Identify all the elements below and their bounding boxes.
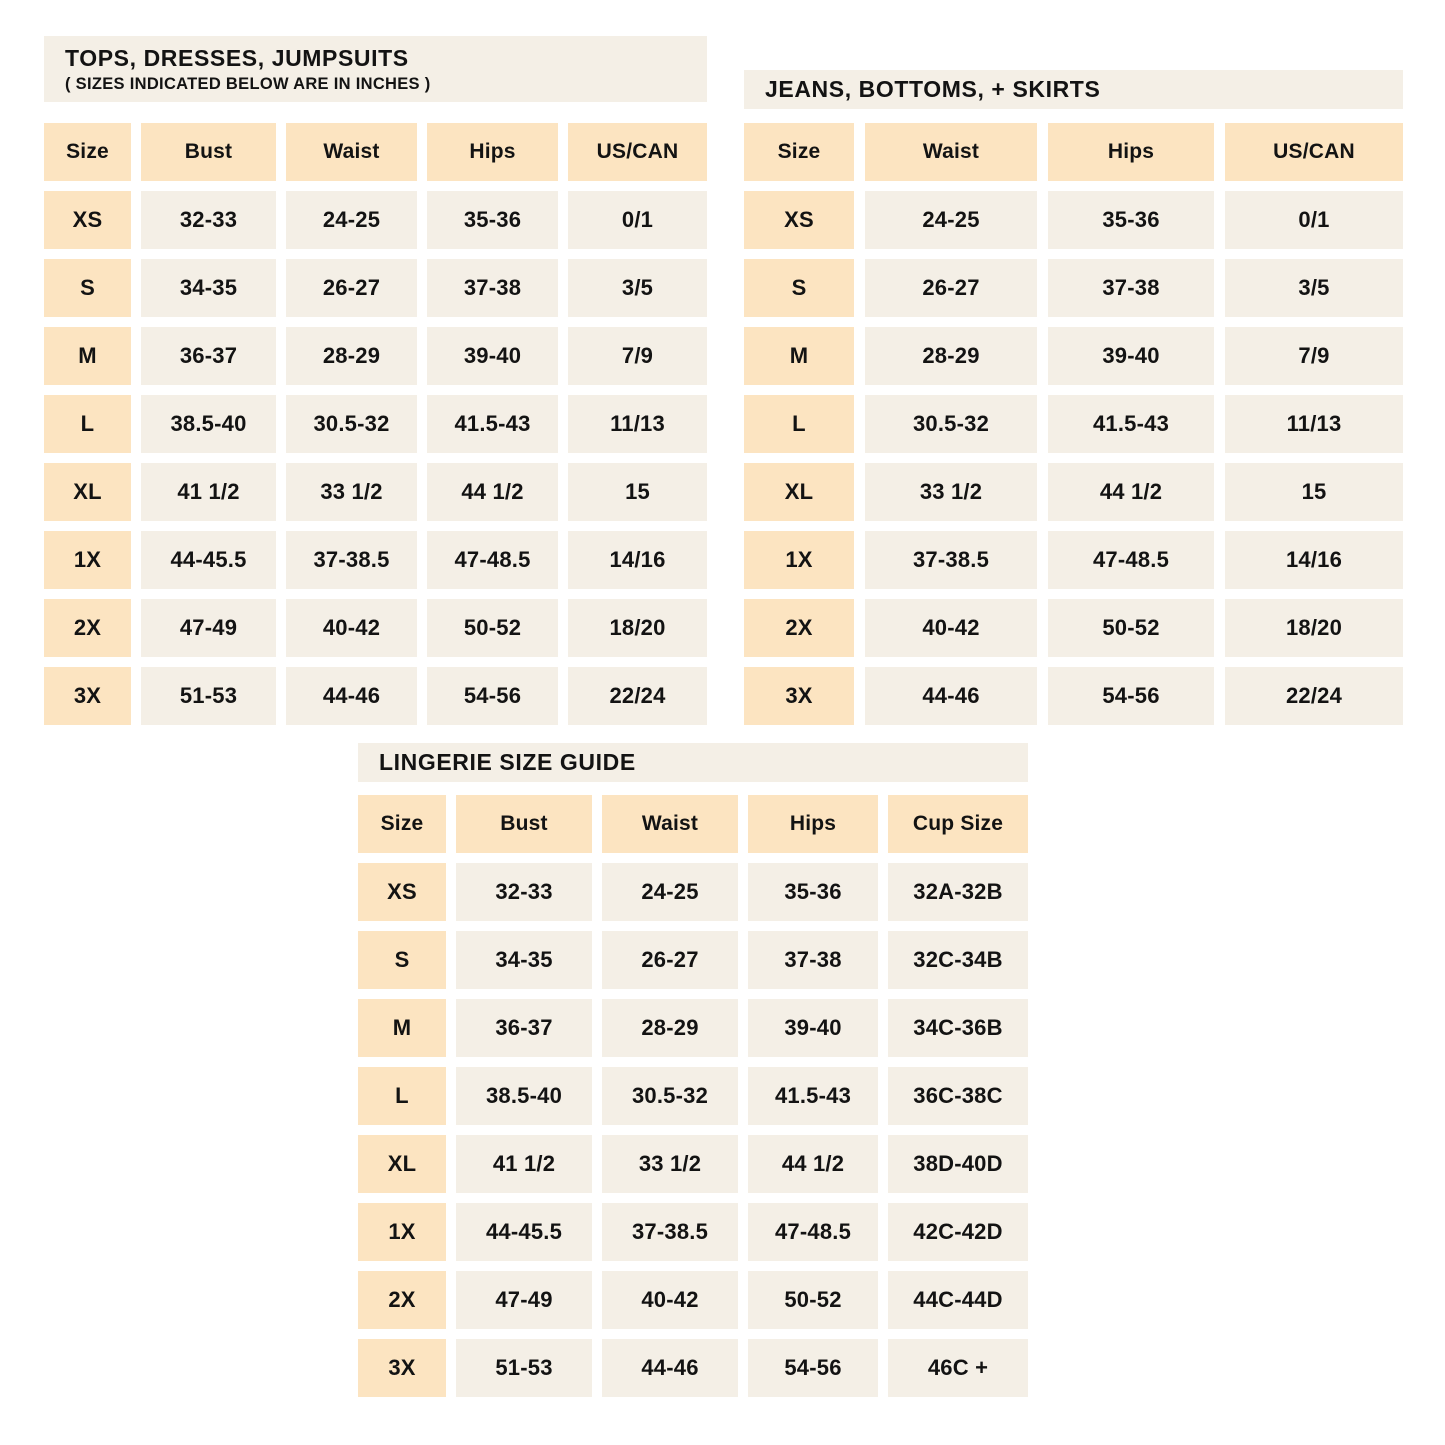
size-label-cell: 1X	[44, 531, 131, 589]
size-label-cell: S	[44, 259, 131, 317]
measurement-cell: 26-27	[602, 931, 738, 989]
measurement-cell: 36C-38C	[888, 1067, 1028, 1125]
measurement-cell: 39-40	[427, 327, 558, 385]
measurement-cell: 7/9	[568, 327, 707, 385]
measurement-cell: 36-37	[141, 327, 276, 385]
measurement-cell: 44-45.5	[456, 1203, 592, 1261]
table-title: TOPS, DRESSES, JUMPSUITS	[65, 44, 409, 71]
lingerie-size-guide-table	[358, 743, 1028, 1397]
measurement-cell: 40-42	[865, 599, 1037, 657]
column-header-waist: Waist	[602, 795, 738, 853]
measurement-cell: 50-52	[427, 599, 558, 657]
column-header-size: Size	[358, 795, 446, 853]
size-label-cell: XS	[358, 863, 446, 921]
size-label-cell: 3X	[44, 667, 131, 725]
measurement-cell: 3/5	[1225, 259, 1403, 317]
size-label-cell: 2X	[744, 599, 854, 657]
measurement-cell: 40-42	[602, 1271, 738, 1329]
measurement-cell: 32-33	[141, 191, 276, 249]
measurement-cell: 3/5	[568, 259, 707, 317]
measurement-cell: 44-46	[286, 667, 417, 725]
measurement-cell: 28-29	[286, 327, 417, 385]
measurement-cell: 44 1/2	[1048, 463, 1214, 521]
size-label-cell: 1X	[744, 531, 854, 589]
measurement-cell: 33 1/2	[865, 463, 1037, 521]
measurement-cell: 51-53	[141, 667, 276, 725]
measurement-cell: 42C-42D	[888, 1203, 1028, 1261]
measurement-cell: 54-56	[748, 1339, 878, 1397]
measurement-cell: 44 1/2	[427, 463, 558, 521]
column-header-waist: Waist	[286, 123, 417, 181]
measurement-cell: 37-38	[427, 259, 558, 317]
size-label-cell: XL	[744, 463, 854, 521]
table-title: LINGERIE SIZE GUIDE	[379, 749, 636, 775]
size-label-cell: 2X	[358, 1271, 446, 1329]
measurement-cell: 32-33	[456, 863, 592, 921]
lingerie-title-block	[358, 743, 1028, 782]
measurement-cell: 7/9	[1225, 327, 1403, 385]
measurement-cell: 11/13	[568, 395, 707, 453]
measurement-cell: 39-40	[1048, 327, 1214, 385]
column-header-waist: Waist	[865, 123, 1037, 181]
measurement-cell: 37-38.5	[865, 531, 1037, 589]
measurement-cell: 30.5-32	[602, 1067, 738, 1125]
measurement-cell: 24-25	[602, 863, 738, 921]
jeans-title-block	[744, 70, 1403, 109]
measurement-cell: 50-52	[1048, 599, 1214, 657]
size-label-cell: M	[744, 327, 854, 385]
measurement-cell: 51-53	[456, 1339, 592, 1397]
measurement-cell: 44-46	[865, 667, 1037, 725]
measurement-cell: 32C-34B	[888, 931, 1028, 989]
column-header-hips: Hips	[1048, 123, 1214, 181]
measurement-cell: 24-25	[286, 191, 417, 249]
column-header-cup-size: Cup Size	[888, 795, 1028, 853]
size-label-cell: 3X	[744, 667, 854, 725]
measurement-cell: 14/16	[1225, 531, 1403, 589]
size-label-cell: 3X	[358, 1339, 446, 1397]
measurement-cell: 41 1/2	[456, 1135, 592, 1193]
measurement-cell: 34-35	[141, 259, 276, 317]
measurement-cell: 33 1/2	[602, 1135, 738, 1193]
measurement-cell: 54-56	[1048, 667, 1214, 725]
measurement-cell: 54-56	[427, 667, 558, 725]
measurement-cell: 34-35	[456, 931, 592, 989]
column-header-size: Size	[744, 123, 854, 181]
measurement-cell: 46C +	[888, 1339, 1028, 1397]
lingerie-size-grid	[358, 795, 1028, 1397]
size-label-cell: 1X	[358, 1203, 446, 1261]
measurement-cell: 15	[1225, 463, 1403, 521]
measurement-cell: 35-36	[748, 863, 878, 921]
size-label-cell: XL	[44, 463, 131, 521]
measurement-cell: 26-27	[865, 259, 1037, 317]
measurement-cell: 18/20	[1225, 599, 1403, 657]
measurement-cell: 47-48.5	[1048, 531, 1214, 589]
measurement-cell: 37-38.5	[602, 1203, 738, 1261]
size-label-cell: L	[358, 1067, 446, 1125]
measurement-cell: 40-42	[286, 599, 417, 657]
measurement-cell: 47-49	[141, 599, 276, 657]
table-title: JEANS, BOTTOMS, + SKIRTS	[765, 76, 1101, 102]
column-header-hips: Hips	[748, 795, 878, 853]
measurement-cell: 47-49	[456, 1271, 592, 1329]
size-label-cell: L	[744, 395, 854, 453]
measurement-cell: 30.5-32	[865, 395, 1037, 453]
measurement-cell: 28-29	[865, 327, 1037, 385]
measurement-cell: 35-36	[427, 191, 558, 249]
measurement-cell: 38.5-40	[141, 395, 276, 453]
measurement-cell: 34C-36B	[888, 999, 1028, 1057]
measurement-cell: 14/16	[568, 531, 707, 589]
size-label-cell: S	[744, 259, 854, 317]
measurement-cell: 15	[568, 463, 707, 521]
measurement-cell: 33 1/2	[286, 463, 417, 521]
measurement-cell: 41 1/2	[141, 463, 276, 521]
measurement-cell: 22/24	[1225, 667, 1403, 725]
measurement-cell: 37-38	[1048, 259, 1214, 317]
size-label-cell: S	[358, 931, 446, 989]
size-label-cell: M	[358, 999, 446, 1057]
measurement-cell: 41.5-43	[427, 395, 558, 453]
size-label-cell: XS	[744, 191, 854, 249]
measurement-cell: 28-29	[602, 999, 738, 1057]
tops-title-block	[44, 36, 707, 102]
measurement-cell: 44-45.5	[141, 531, 276, 589]
size-label-cell: 2X	[44, 599, 131, 657]
tops-dresses-jumpsuits-table	[44, 36, 707, 725]
measurement-cell: 41.5-43	[1048, 395, 1214, 453]
measurement-cell: 26-27	[286, 259, 417, 317]
measurement-cell: 50-52	[748, 1271, 878, 1329]
tops-size-grid	[44, 123, 707, 725]
measurement-cell: 39-40	[748, 999, 878, 1057]
measurement-cell: 18/20	[568, 599, 707, 657]
measurement-cell: 38.5-40	[456, 1067, 592, 1125]
measurement-cell: 44 1/2	[748, 1135, 878, 1193]
measurement-cell: 47-48.5	[748, 1203, 878, 1261]
measurement-cell: 44-46	[602, 1339, 738, 1397]
measurement-cell: 37-38	[748, 931, 878, 989]
size-label-cell: XL	[358, 1135, 446, 1193]
measurement-cell: 36-37	[456, 999, 592, 1057]
measurement-cell: 35-36	[1048, 191, 1214, 249]
measurement-cell: 37-38.5	[286, 531, 417, 589]
jeans-bottoms-skirts-table	[744, 70, 1403, 725]
size-label-cell: L	[44, 395, 131, 453]
measurement-cell: 22/24	[568, 667, 707, 725]
column-header-hips: Hips	[427, 123, 558, 181]
size-label-cell: XS	[44, 191, 131, 249]
measurement-cell: 11/13	[1225, 395, 1403, 453]
measurement-cell: 41.5-43	[748, 1067, 878, 1125]
column-header-size: Size	[44, 123, 131, 181]
measurement-cell: 30.5-32	[286, 395, 417, 453]
jeans-size-grid	[744, 123, 1403, 725]
column-header-us-can: US/CAN	[568, 123, 707, 181]
size-label-cell: M	[44, 327, 131, 385]
measurement-cell: 32A-32B	[888, 863, 1028, 921]
table-subtitle: ( SIZES INDICATED BELOW ARE IN INCHES )	[65, 74, 431, 93]
measurement-cell: 44C-44D	[888, 1271, 1028, 1329]
column-header-bust: Bust	[456, 795, 592, 853]
measurement-cell: 0/1	[1225, 191, 1403, 249]
column-header-us-can: US/CAN	[1225, 123, 1403, 181]
measurement-cell: 24-25	[865, 191, 1037, 249]
measurement-cell: 0/1	[568, 191, 707, 249]
column-header-bust: Bust	[141, 123, 276, 181]
measurement-cell: 38D-40D	[888, 1135, 1028, 1193]
measurement-cell: 47-48.5	[427, 531, 558, 589]
